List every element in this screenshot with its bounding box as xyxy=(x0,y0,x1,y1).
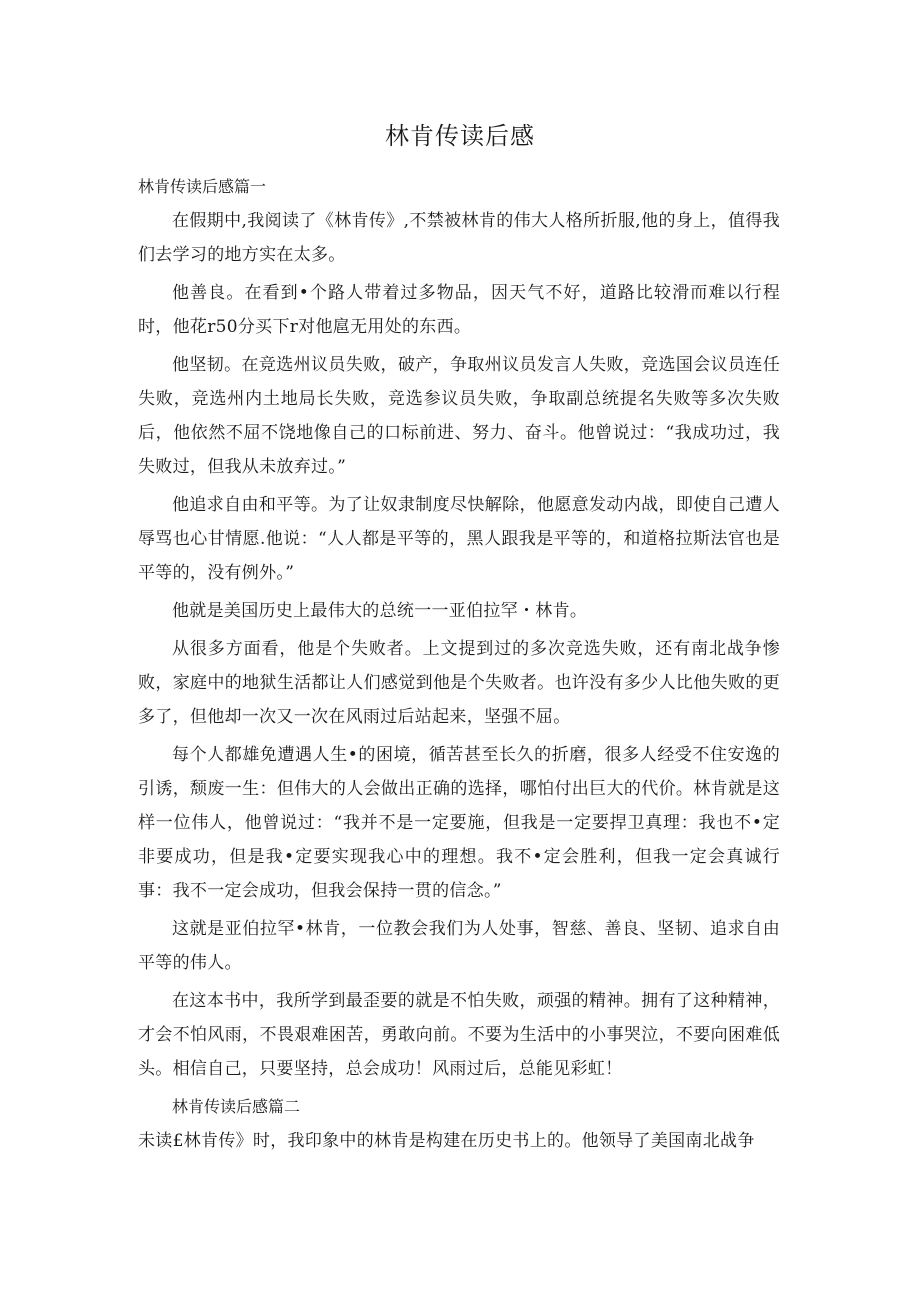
document-body xyxy=(138,170,780,1162)
paragraph: 每个人都雄免遭遇人生•的困境，循苦甚至长久的折磨，很多人经受不住安逸的引诱，颓废一生：但伟大的人会做出正确的选择，哪怕付出巨大的代价。林肯就是这样一位伟人，他曾说过：“我并不是一定要施，但我是一定要捍卫真理：我也不•定非要成功，但是我•定要实现我心中的理想。我不•定会胜利，但我一定会真诚行事：我不一定会成功，但我会保持一贯的信念。” xyxy=(138,745,780,901)
paragraph: 他就是美国历史上最伟大的总统一一亚伯拉罕・林肯。 xyxy=(172,601,588,621)
paragraph: 在假期中,我阅读了《林肯传》,不禁被林肯的伟大人格所折服,他的身上，值得我们去学习的地方实在太多。 xyxy=(138,211,780,265)
document-title: 林肯传读后感 xyxy=(385,122,535,150)
paragraph: 他追求自由和平等。为了让奴隶制度尽快解除，他愿意发动内战，即使自己遭人辱骂也心甘情愿.他说：“人人都是平等的，黑人跟我是平等的，和道格拉斯法官也是平等的，没有例外。” xyxy=(138,495,780,583)
section-heading-two: 林肯传读后感篇二 xyxy=(172,1097,301,1116)
paragraph: 他坚韧。在竞选州议员失败，破产，争取州议员发言人失败，竞选国会议员连任失败，竞选州内土地局长失败，竞选参议员失败，争取副总统提名失败等多次失败后，他依然不屈不饶地像自己的口标前进、努力、奋斗。他曾说过：“我成功过，我失败过，但我从未放弃过。” xyxy=(138,355,780,477)
paragraph: 从很多方面看，他是个失败者。上文提到过的多次竞选失败，还有南北战争惨败，家庭中的地狱生活都让人们感觉到他是个失败者。也许没有多少人比他失败的更多了，但他却一次又一次在风雨过后站起来，坚强不屈。 xyxy=(138,639,780,727)
paragraph: 他善良。在看到•个路人带着过多物品，因天气不好，道路比较滑而难以行程时，他花r50分买下r对他扈无用处的东西。 xyxy=(138,283,780,337)
paragraph: 在这本书中，我所学到最歪要的就是不怕失败，顽强的精神。拥有了这种精神，才会不怕风雨，不畏艰难困苦，勇敢向前。不要为生活中的小事哭泣，不要向困难低头。相信自己，只要坚持，总会成功！风雨过后，总能见彩虹！ xyxy=(138,991,780,1079)
paragraph: 这就是亚伯拉罕•林肯，一位教会我们为人处事，智慈、善良、坚韧、追求自由平等的伟人。 xyxy=(138,919,780,973)
paragraph: 未读£林肯传》时，我印象中的林肯是构建在历史书上的。他领导了美国南北战争 xyxy=(138,1131,755,1151)
section-heading-one: 林肯传读后感篇一 xyxy=(138,177,267,196)
